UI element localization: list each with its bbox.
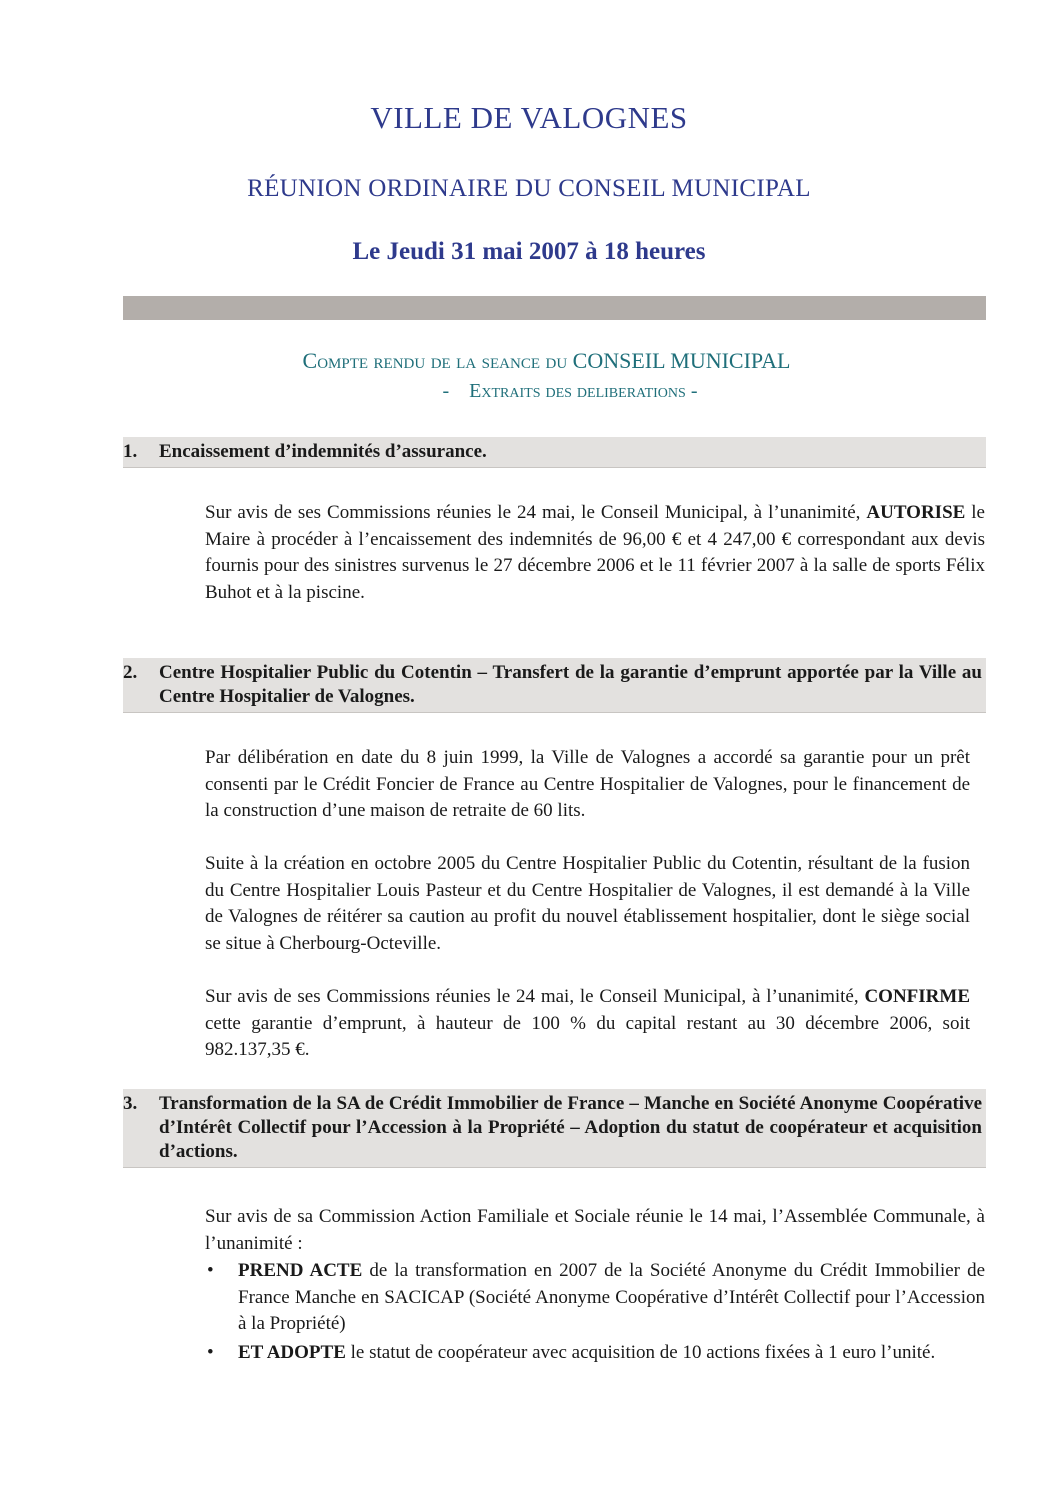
section-title: Encaissement d’indemnités d’assurance. [159,441,487,462]
section-number: 3. [123,1093,138,1114]
decision-keyword: CONFIRME [864,986,970,1007]
decision-keyword: PREND ACTE [238,1260,363,1281]
header-divider-band [123,296,986,320]
meeting-title: RÉUNION ORDINAIRE DU CONSEIL MUNICIPAL [247,175,811,202]
bullet-icon: • [207,1341,214,1363]
list-item [205,1340,985,1367]
list-item-text: de la transformation en 2007 de la Société Anonyme du Crédit Immobilier de France Manche en SACICAP (Société Anonyme Coopérative d’Intérêt Collectif pour l’Accession à la Propriété) [238,1260,986,1334]
section-heading-2 [123,658,986,713]
section-2-paragraph-2: Suite à la création en octobre 2005 du Centre Hospitalier Public du Cotentin, résultant de la fusion du Centre Hospitalier Louis Pasteur et du Centre Hospitalier de Valognes, il est demandé à la Ville de Valognes de réitérer sa caution au profit du nouvel établissement hospitalier, dont le siège social se situe à Cherbourg-Octeville. [205,853,970,954]
city-title: VILLE DE VALOGNES [370,100,688,135]
list-item-text: le statut de coopérateur avec acquisition de 10 actions fixées à 1 euro l’unité. [345,1341,936,1363]
section-number: 2. [123,662,138,683]
section-2-paragraph-3 [205,984,970,1064]
meeting-date: Le Jeudi 31 mai 2007 à 18 heures [352,238,706,265]
paragraph-text: cette garantie d’emprunt, à hauteur de 100 % du capital restant au 30 décembre 2006, soit 982.137,35 €. [205,1012,970,1060]
bullet-icon: • [207,1260,214,1281]
list-item [205,1258,985,1338]
section-title: Transformation de la SA de Crédit Immobilier de France – Manche en Société Anonyme Coopérative d’Intérêt Collectif pour l’Accession à la Propriété – Adoption du statut de coopérateur et acquisition d’actions. [159,1093,982,1162]
section-heading-3 [123,1089,986,1168]
section-3-bullet-list [205,1258,985,1368]
paragraph-text: le Maire à procéder à l’encaissement des indemnités de 96,00 € et 4 247,00 € correspondant aux devis fournis pour des sinistres survenus le 27 décembre 2006 et le 11 février 2007 à la salle de sports Félix Buhot et à la piscine. [205,502,985,603]
section-1-paragraph [205,500,985,606]
section-3-paragraph: Sur avis de sa Commission Action Familiale et Sociale réunie le 14 mai, l’Assemblée Communale, à l’unanimité : [205,1206,985,1254]
section-number: 1. [123,441,138,462]
report-title: Compte rendu de la seance du CONSEIL MUNICIPAL [302,348,791,373]
section-2-paragraph-1: Par délibération en date du 8 juin 1999, la Ville de Valognes a accordé sa garantie pour un prêt consenti par le Crédit Foncier de France au Centre Hospitalier de Valognes, pour le financement de la construction d’une maison de retraite de 60 lits. [205,747,970,821]
decision-keyword: AUTORISE [866,502,966,523]
section-heading-1 [123,437,986,468]
section-title: Centre Hospitalier Public du Cotentin – Transfert de la garantie d’emprunt apportée par la Ville au Centre Hospitalier de Valognes. [159,662,982,707]
paragraph-text: Sur avis de ses Commissions réunies le 24 mai, le Conseil Municipal, à l’unanimité, [205,502,867,523]
report-subtitle: - Extraits des deliberations - [442,380,698,402]
decision-keyword: ET ADOPTE [238,1341,346,1363]
paragraph-text: Sur avis de ses Commissions réunies le 24 mai, le Conseil Municipal, à l’unanimité, [205,986,865,1007]
